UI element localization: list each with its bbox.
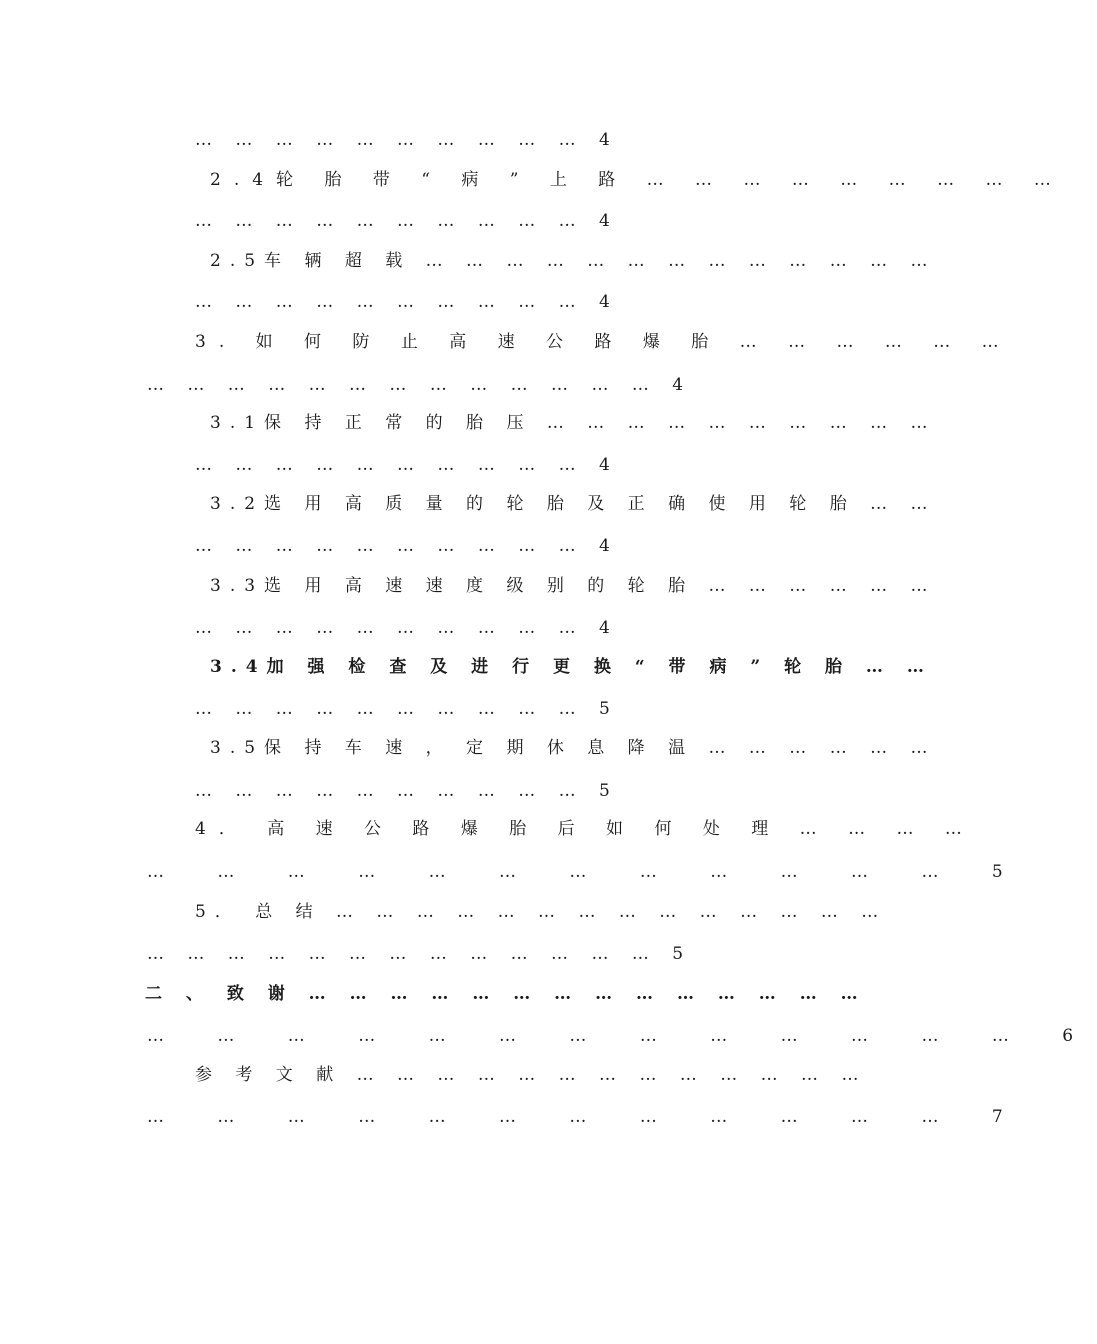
toc-entry-3-5: 3.5保 持 车 速 ， 定 期 休 息 降 温 … … … … … … (210, 738, 937, 758)
toc-entry-5: 5． 总 结 … … … … … … … … … … … … … … (195, 902, 888, 922)
toc-entry-references: 参 考 文 献 … … … … … … … … … … … … … (195, 1065, 868, 1085)
toc-continuation-line: … … … … … … … … … … … … … 6 (147, 1026, 1097, 1046)
toc-continuation-line: … … … … … … … … … … 4 (195, 211, 619, 231)
toc-entry-3-2: 3.2选 用 高 质 量 的 轮 胎 及 正 确 使 用 轮 胎 … … (210, 494, 937, 514)
toc-entry-3-4: 3.4加 强 检 查 及 进 行 更 换 “ 带 病 ” 轮 胎 … … (210, 657, 933, 677)
toc-continuation-line: … … … … … … … … … … 5 (195, 781, 619, 801)
toc-continuation-line: … … … … … … … … … … 4 (195, 618, 619, 638)
toc-continuation-line: … … … … … … … … … … … … … 5 (147, 944, 693, 964)
toc-entry-2-4: 2.4轮 胎 带 “ 病 ” 上 路 … … … … … … … … … (210, 170, 1064, 190)
toc-continuation-line: … … … … … … … … … … … … 7 (147, 1107, 1027, 1127)
toc-continuation-line: … … … … … … … … … … … … 5 (147, 862, 1027, 882)
toc-continuation-line: … … … … … … … … … … 4 (195, 292, 619, 312)
toc-entry-3: 3. 如 何 防 止 高 速 公 路 爆 胎 … … … … … … (195, 332, 1012, 352)
toc-continuation-line: … … … … … … … … … … 4 (195, 455, 619, 475)
toc-continuation-line: … … … … … … … … … … 4 (195, 536, 619, 556)
toc-entry-acknowledgements: 二 、 致 谢 … … … … … … … … … … … … … … (145, 984, 867, 1004)
toc-entry-4: 4． 高 速 公 路 爆 胎 后 如 何 处 理 … … … … (195, 819, 975, 839)
toc-entry-3-1: 3.1保 持 正 常 的 胎 压 … … … … … … … … … … (210, 413, 937, 433)
toc-entry-3-3: 3.3选 用 高 速 速 度 级 别 的 轮 胎 … … … … … … (210, 576, 937, 596)
toc-continuation-line: … … … … … … … … … … 5 (195, 699, 619, 719)
toc-entry-2-5: 2.5车 辆 超 载 … … … … … … … … … … … … … (210, 251, 937, 271)
toc-continuation-line: … … … … … … … … … … … … … 4 (147, 375, 693, 395)
toc-continuation-line: … … … … … … … … … … 4 (195, 130, 619, 150)
